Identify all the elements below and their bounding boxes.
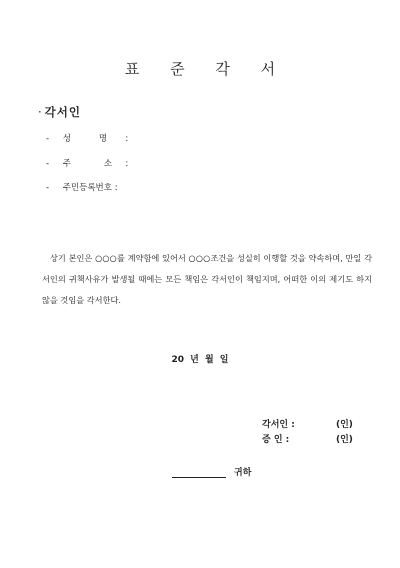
field-dash: - bbox=[46, 159, 50, 169]
section-heading bbox=[38, 104, 81, 120]
recipient-blank bbox=[172, 468, 226, 478]
body-paragraph: 상기 본인은 ○○○를 계약함에 있어서 ○○○조건을 성실히 이행할 것을 약속하며, 만일 각서인의 귀책사유가 발생될 때에는 모든 책임은 각서인이 책임지며, 어떠한 이의 제기도 하지 않을 것임을 각서한다. bbox=[42, 253, 372, 305]
signature-witness-label: 증 인 : bbox=[262, 435, 290, 445]
date-line: 20 년 월 일 bbox=[171, 355, 229, 365]
section-bullet: · bbox=[38, 105, 43, 119]
seal-mark: (인) bbox=[336, 435, 353, 445]
field-address bbox=[46, 157, 128, 169]
field-resident-number-label: 주민등록번호 bbox=[62, 183, 112, 193]
field-address-label-a: 주 bbox=[62, 159, 71, 169]
field-name bbox=[46, 132, 128, 144]
field-colon: : bbox=[114, 183, 118, 193]
recipient-line bbox=[172, 465, 251, 478]
field-colon: : bbox=[125, 159, 129, 169]
field-name-label-a: 성 bbox=[62, 134, 71, 144]
seal-mark: (인) bbox=[336, 420, 353, 430]
signature-pledger-label: 각서인 : bbox=[262, 420, 295, 430]
recipient-suffix: 귀하 bbox=[234, 468, 252, 478]
field-address-label bbox=[63, 157, 123, 169]
signature-witness bbox=[262, 432, 353, 445]
document-title: 표 준 각 서 bbox=[124, 60, 289, 78]
field-colon: : bbox=[125, 134, 129, 144]
signature-pledger bbox=[262, 417, 353, 430]
field-name-label bbox=[63, 132, 123, 144]
field-address-label-b: 소 bbox=[103, 159, 113, 169]
field-dash: - bbox=[46, 183, 50, 193]
section-title: 각서인 bbox=[44, 105, 81, 119]
field-dash: - bbox=[46, 134, 50, 144]
field-resident-number bbox=[46, 181, 118, 193]
field-name-label-b: 명 bbox=[98, 134, 108, 144]
